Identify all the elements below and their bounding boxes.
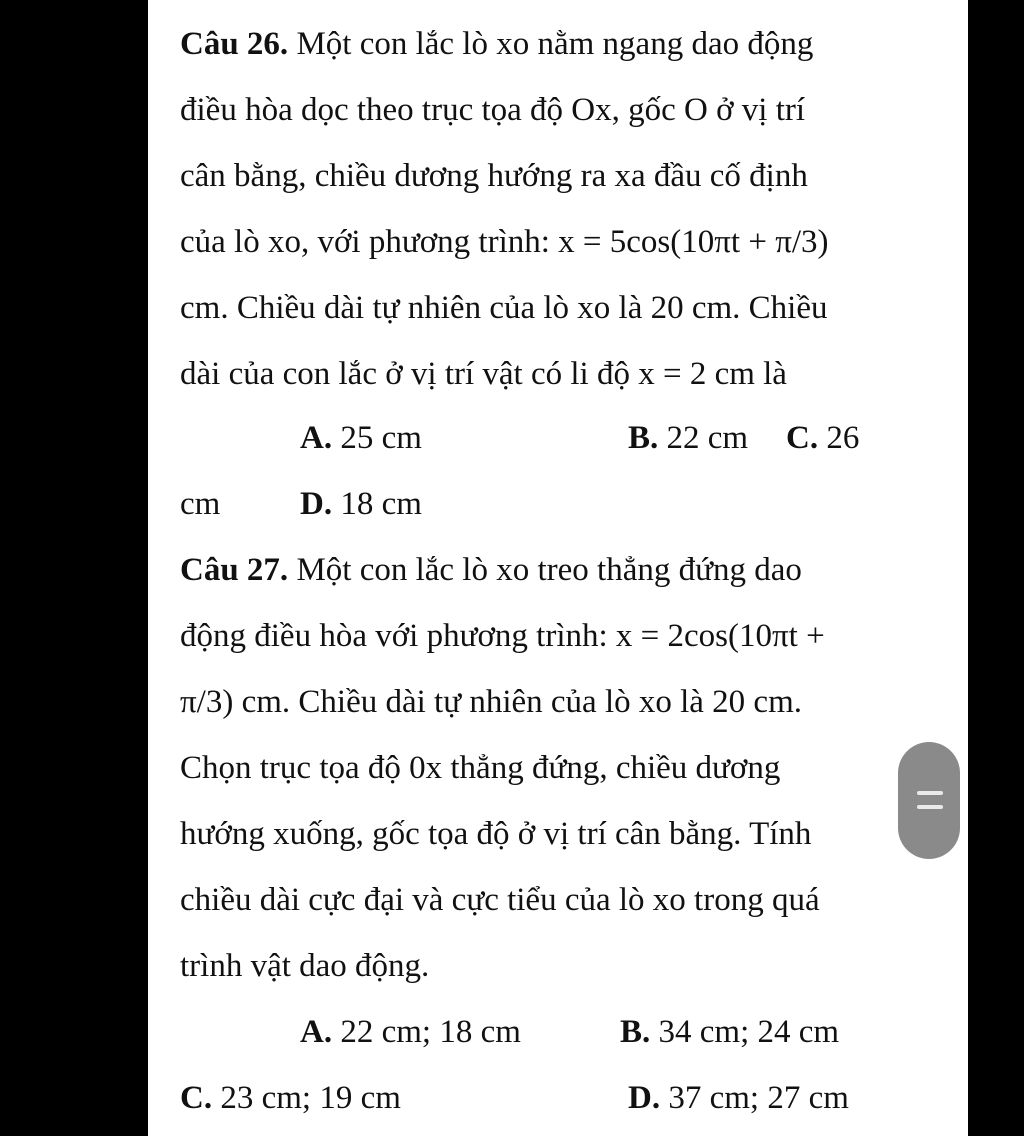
q27-option-b-letter: B.	[620, 1014, 651, 1050]
q27-line-7: trình vật dao động.	[180, 948, 430, 984]
q27-option-a-text: 22 cm; 18 cm	[332, 1014, 521, 1050]
q27-option-b	[620, 1012, 839, 1052]
q26-line-4: của lò xo, với phương trình: x = 5cos(10πt + π/3)	[180, 224, 829, 260]
q26-option-d-letter: D.	[300, 486, 333, 522]
q27-option-d	[628, 1078, 849, 1118]
q26-label: Câu 26.	[180, 26, 289, 62]
q26-option-a	[300, 418, 422, 458]
q27-line-1	[180, 550, 802, 590]
q26-text-1: Một con lắc lò xo nằm ngang dao động	[288, 26, 814, 62]
q27-option-d-letter: D.	[628, 1080, 661, 1116]
q26-line-3: cân bằng, chiều dương hướng ra xa đầu cố định	[180, 158, 808, 194]
q27-line-6: chiều dài cực đại và cực tiểu của lò xo trong quá	[180, 882, 820, 918]
q27-option-c-letter: C.	[180, 1080, 213, 1116]
q26-option-c-letter: C.	[786, 420, 819, 456]
q27-line-4: Chọn trục tọa độ 0x thẳng đứng, chiều dương	[180, 750, 781, 786]
q27-option-a	[300, 1012, 521, 1052]
q26-line-6: dài của con lắc ở vị trí vật có li độ x = 2 cm là	[180, 356, 787, 392]
q26-option-b-letter: B.	[628, 420, 659, 456]
q27-option-c	[180, 1078, 401, 1118]
q26-option-d-text: 18 cm	[332, 486, 422, 522]
q27-option-b-text: 34 cm; 24 cm	[650, 1014, 840, 1050]
q26-option-b-text: 22 cm	[658, 420, 749, 456]
q26-option-b	[628, 418, 748, 458]
q26-line-5: cm. Chiều dài tự nhiên của lò xo là 20 cm. Chiều	[180, 290, 828, 326]
q27-option-a-letter: A.	[300, 1014, 333, 1050]
q27-line-3: π/3) cm. Chiều dài tự nhiên của lò xo là 20 cm.	[180, 684, 802, 720]
q26-line-2: điều hòa dọc theo trục tọa độ Ox, gốc O ở vị trí	[180, 92, 806, 128]
q26-line-1	[180, 24, 813, 64]
q26-option-a-letter: A.	[300, 420, 333, 456]
q26-option-c	[786, 418, 859, 458]
q27-line-2: động điều hòa với phương trình: x = 2cos(10πt +	[180, 618, 825, 654]
q27-label: Câu 27.	[180, 552, 289, 588]
q27-line-5: hướng xuống, gốc tọa độ ở vị trí cân bằng. Tính	[180, 816, 812, 852]
q27-option-c-text: 23 cm; 19 cm	[212, 1080, 401, 1116]
q26-option-a-text: 25 cm	[332, 420, 422, 456]
grip-line-icon	[917, 805, 943, 809]
q26-option-c-text: 26	[818, 420, 860, 456]
scroll-handle[interactable]	[898, 742, 960, 859]
grip-line-icon	[917, 791, 943, 795]
q26-option-d	[300, 484, 422, 524]
q27-option-d-text: 37 cm; 27 cm	[660, 1080, 849, 1116]
q26-option-c-wrap: cm	[180, 486, 221, 522]
q27-text-1: Một con lắc lò xo treo thẳng đứng dao	[288, 552, 802, 588]
